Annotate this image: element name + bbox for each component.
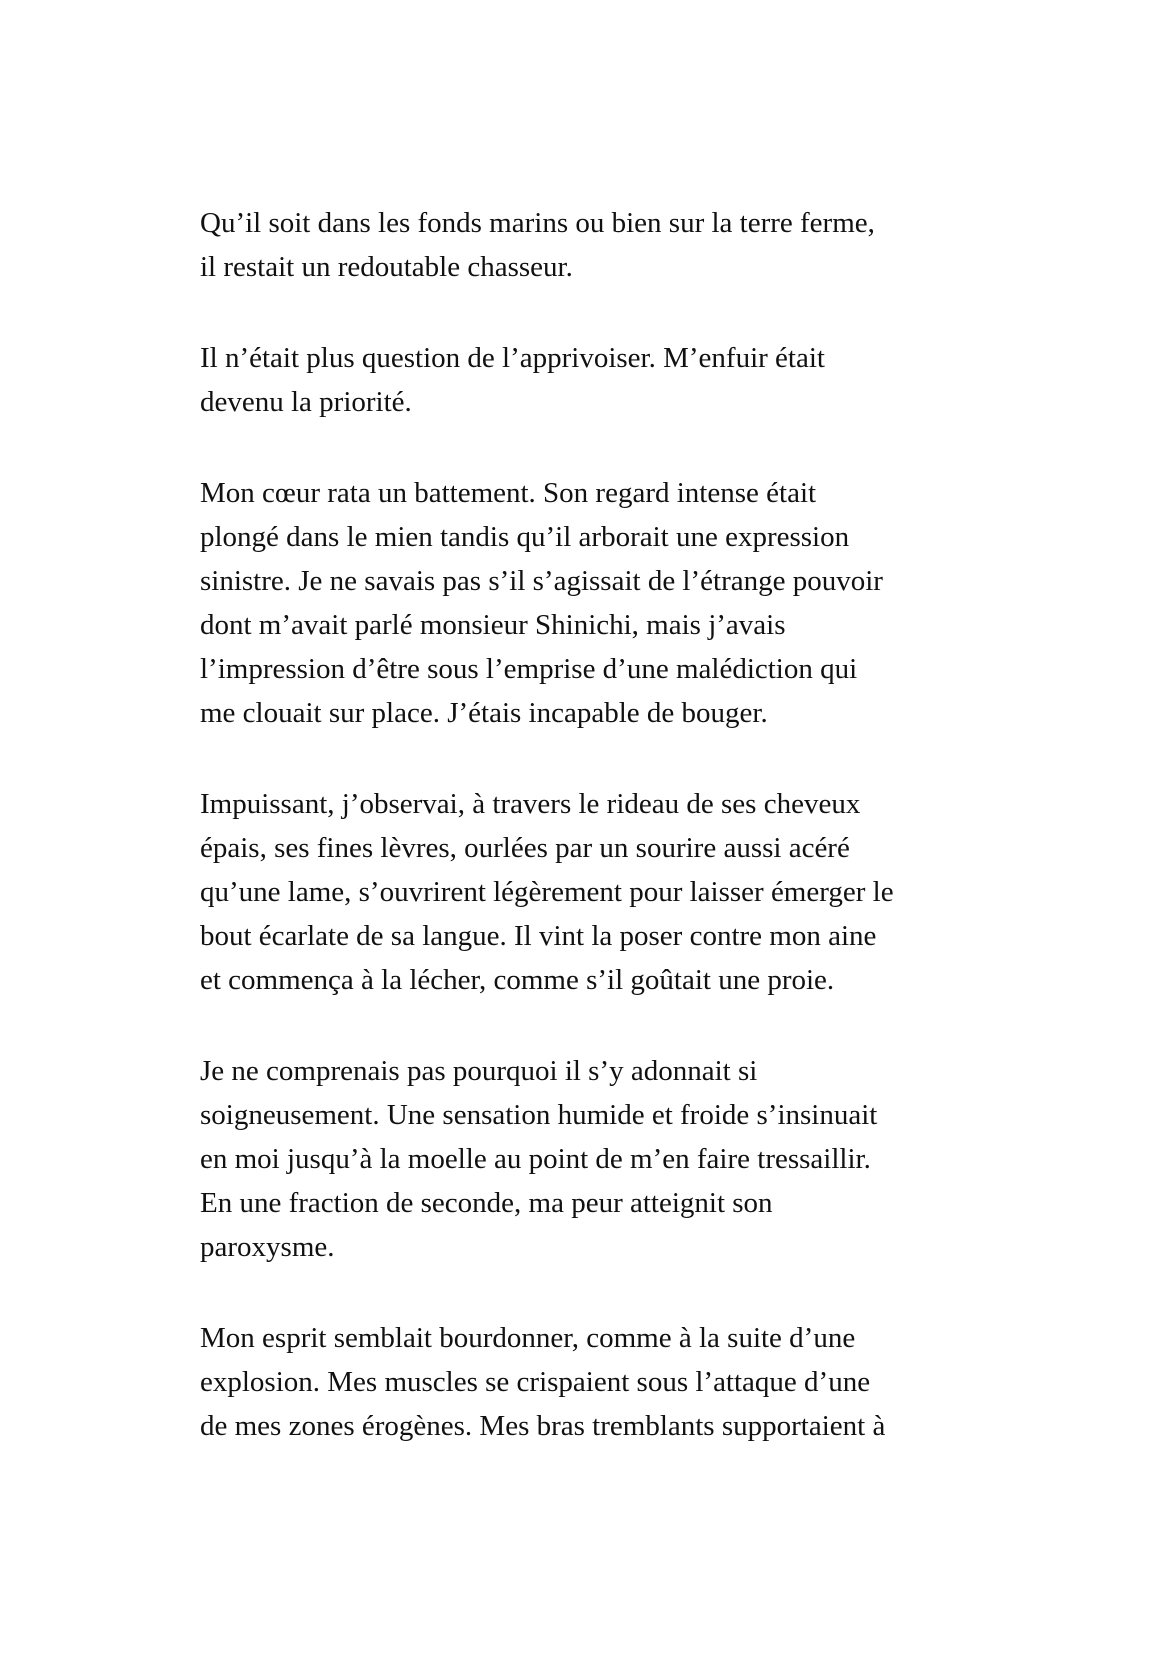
text-body bbox=[200, 201, 980, 1495]
text-line: l’impression d’être sous l’emprise d’une malédiction qui bbox=[200, 653, 858, 685]
text-line: bout écarlate de sa langue. Il vint la poser contre mon aine bbox=[200, 920, 877, 952]
text-line: et commença à la lécher, comme s’il goûtait une proie. bbox=[200, 964, 835, 996]
paragraph-5 bbox=[200, 1049, 980, 1269]
text-line: paroxysme. bbox=[200, 1231, 335, 1263]
text-line: en moi jusqu’à la moelle au point de m’en faire tressaillir. bbox=[200, 1143, 871, 1175]
text-line: soigneusement. Une sensation humide et froide s’insinuait bbox=[200, 1099, 878, 1131]
text-line: devenu la priorité. bbox=[200, 386, 412, 418]
text-line: dont m’avait parlé monsieur Shinichi, mais j’avais bbox=[200, 609, 786, 641]
text-line: il restait un redoutable chasseur. bbox=[200, 251, 573, 283]
paragraph-4 bbox=[200, 782, 980, 1002]
text-line: de mes zones érogènes. Mes bras tremblants supportaient à bbox=[200, 1410, 886, 1442]
text-line: explosion. Mes muscles se crispaient sous l’attaque d’une bbox=[200, 1366, 871, 1398]
text-line: Impuissant, j’observai, à travers le rideau de ses cheveux bbox=[200, 788, 861, 820]
paragraph-6 bbox=[200, 1316, 980, 1448]
text-line: Je ne comprenais pas pourquoi il s’y adonnait si bbox=[200, 1055, 758, 1087]
text-line: qu’une lame, s’ouvrirent légèrement pour laisser émerger le bbox=[200, 876, 894, 908]
paragraph-1 bbox=[200, 201, 980, 289]
text-line: Il n’était plus question de l’apprivoiser. M’enfuir était bbox=[200, 342, 825, 374]
paragraph-3 bbox=[200, 471, 980, 735]
text-line: Mon esprit semblait bourdonner, comme à la suite d’une bbox=[200, 1322, 856, 1354]
text-line: plongé dans le mien tandis qu’il arborait une expression bbox=[200, 521, 850, 553]
text-line: Mon cœur rata un battement. Son regard intense était bbox=[200, 477, 817, 509]
text-line: me clouait sur place. J’étais incapable de bouger. bbox=[200, 697, 768, 729]
text-line: sinistre. Je ne savais pas s’il s’agissait de l’étrange pouvoir bbox=[200, 565, 883, 597]
text-line: épais, ses fines lèvres, ourlées par un sourire aussi acéré bbox=[200, 832, 850, 864]
text-line: En une fraction de seconde, ma peur atteignit son bbox=[200, 1187, 773, 1219]
paragraph-2 bbox=[200, 336, 980, 424]
text-line: Qu’il soit dans les fonds marins ou bien sur la terre ferme, bbox=[200, 207, 875, 239]
